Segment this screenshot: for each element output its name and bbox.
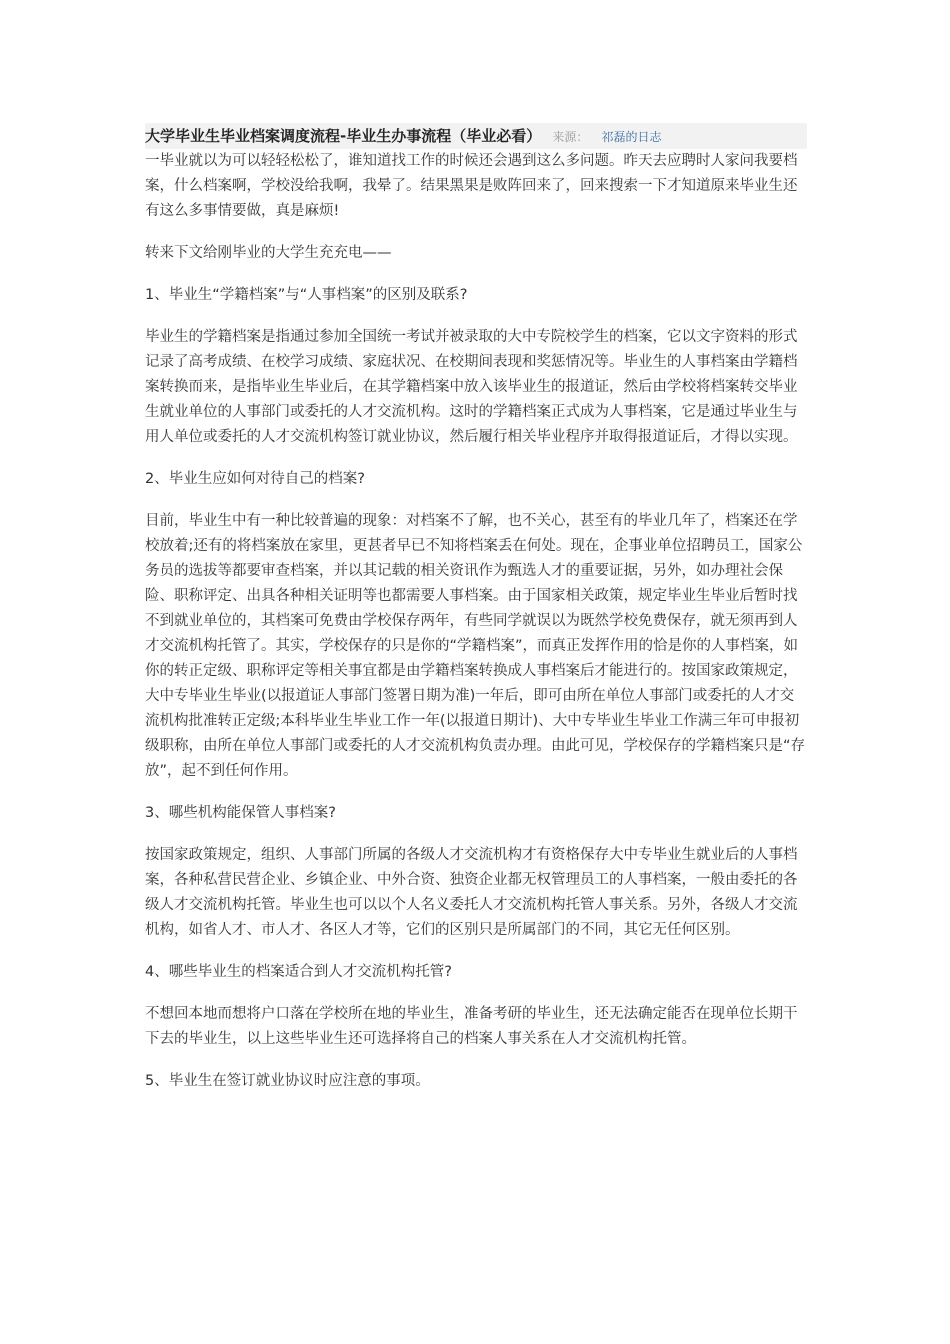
- question-3: 3、哪些机构能保管人事档案?: [145, 805, 336, 821]
- answer-3: 按国家政策规定，组织、人事部门所属的各级人才交流机构才有资格保存大中专毕业生就业后的人事档案，各种私营民营企业、乡镇企业、中外合资、独资企业都无权管理员工的人事档案，一般由委托的各级人才交流机构托管。毕业生也可以以个人名义委托人才交流机构托管人事关系。另外，各级人才交流机构，如省人才、市人才、各区人才等，它们的区别只是所属部门的不同，其它无任何区别。: [145, 847, 798, 938]
- transfer-paragraph: 转来下文给刚毕业的大学生充充电——: [145, 245, 392, 261]
- question-5: 5、毕业生在签订就业协议时应注意的事项。: [145, 1073, 430, 1089]
- answer-2: 目前，毕业生中有一种比较普遍的现象：对档案不了解，也不关心，甚至有的毕业几年了，档案还在学校放着;还有的将档案放在家里，更甚者早已不知将档案丢在何处。现在，企事业单位招聘员工，国家公务员的选拔等都要审查档案，并以其记载的相关资讯作为甄选人才的重要证据，另外，如办理社会保险、职称评定、出具各种相关证明等也都需要人事档案。由于国家相关政策，规定毕业生毕业后暂时找不到就业单位的，其档案可免费由学校保存两年，有些同学就误以为既然学校免费保存，就无须再到人才交流机构托管了。其实，学校保存的只是你的“学籍档案”，而真正发挥作用的恰是你的人事档案，如你的转正定级、职称评定等相关事宜都是由学籍档案转换成人事档案后才能进行的。按国家政策规定，大中专毕业生毕业(以报道证人事部门签署日期为准)一年后，即可由所在单位人事部门或委托的人才交流机构批准转正定级;本科毕业生毕业工作一年(以报道日期计)、大中专毕业生毕业工作满三年可申报初级职称，由所在单位人事部门或委托的人才交流机构负责办理。由此可见，学校保存的学籍档案只是“存放”，起不到任何作用。: [145, 513, 806, 779]
- question-4: 4、哪些毕业生的档案适合到人才交流机构托管?: [145, 964, 452, 980]
- article-header: [145, 123, 807, 149]
- question-2: 2、毕业生应如何对待自己的档案?: [145, 471, 365, 487]
- intro-paragraph: 一毕业就以为可以轻轻松松了，谁知道找工作的时候还会遇到这么多问题。昨天去应聘时人家问我要档案，什么档案啊，学校没给我啊，我晕了。结果黑果是败阵回来了，回来搜索一下才知道原来毕业生还有这么多事情要做，真是麻烦!: [145, 153, 798, 219]
- question-1: 1、毕业生“学籍档案”与“人事档案”的区别及联系?: [145, 287, 468, 303]
- source-label: 来源：: [552, 130, 589, 144]
- article-title: 大学毕业生毕业档案调度流程-毕业生办事流程（毕业必看）: [145, 127, 542, 145]
- answer-1: 毕业生的学籍档案是指通过参加全国统一考试并被录取的大中专院校学生的档案，它以文字资料的形式记录了高考成绩、在校学习成绩、家庭状况、在校期间表现和奖惩情况等。毕业生的人事档案由学籍档案转换而来，是指毕业生毕业后，在其学籍档案中放入该毕业生的报道证，然后由学校将档案转交毕业生就业单位的人事部门或委托的人才交流机构。这时的学籍档案正式成为人事档案，它是通过毕业生与用人单位或委托的人才交流机构签订就业协议，然后履行相关毕业程序并取得报道证后，才得以实现。: [145, 329, 798, 445]
- article: [145, 123, 807, 1094]
- source-link[interactable]: 祁磊的日志: [601, 130, 662, 144]
- answer-4: 不想回本地而想将户口落在学校所在地的毕业生，准备考研的毕业生，还无法确定能否在现单位长期干下去的毕业生，以上这些毕业生还可选择将自己的档案人事关系在人才交流机构托管。: [145, 1006, 798, 1047]
